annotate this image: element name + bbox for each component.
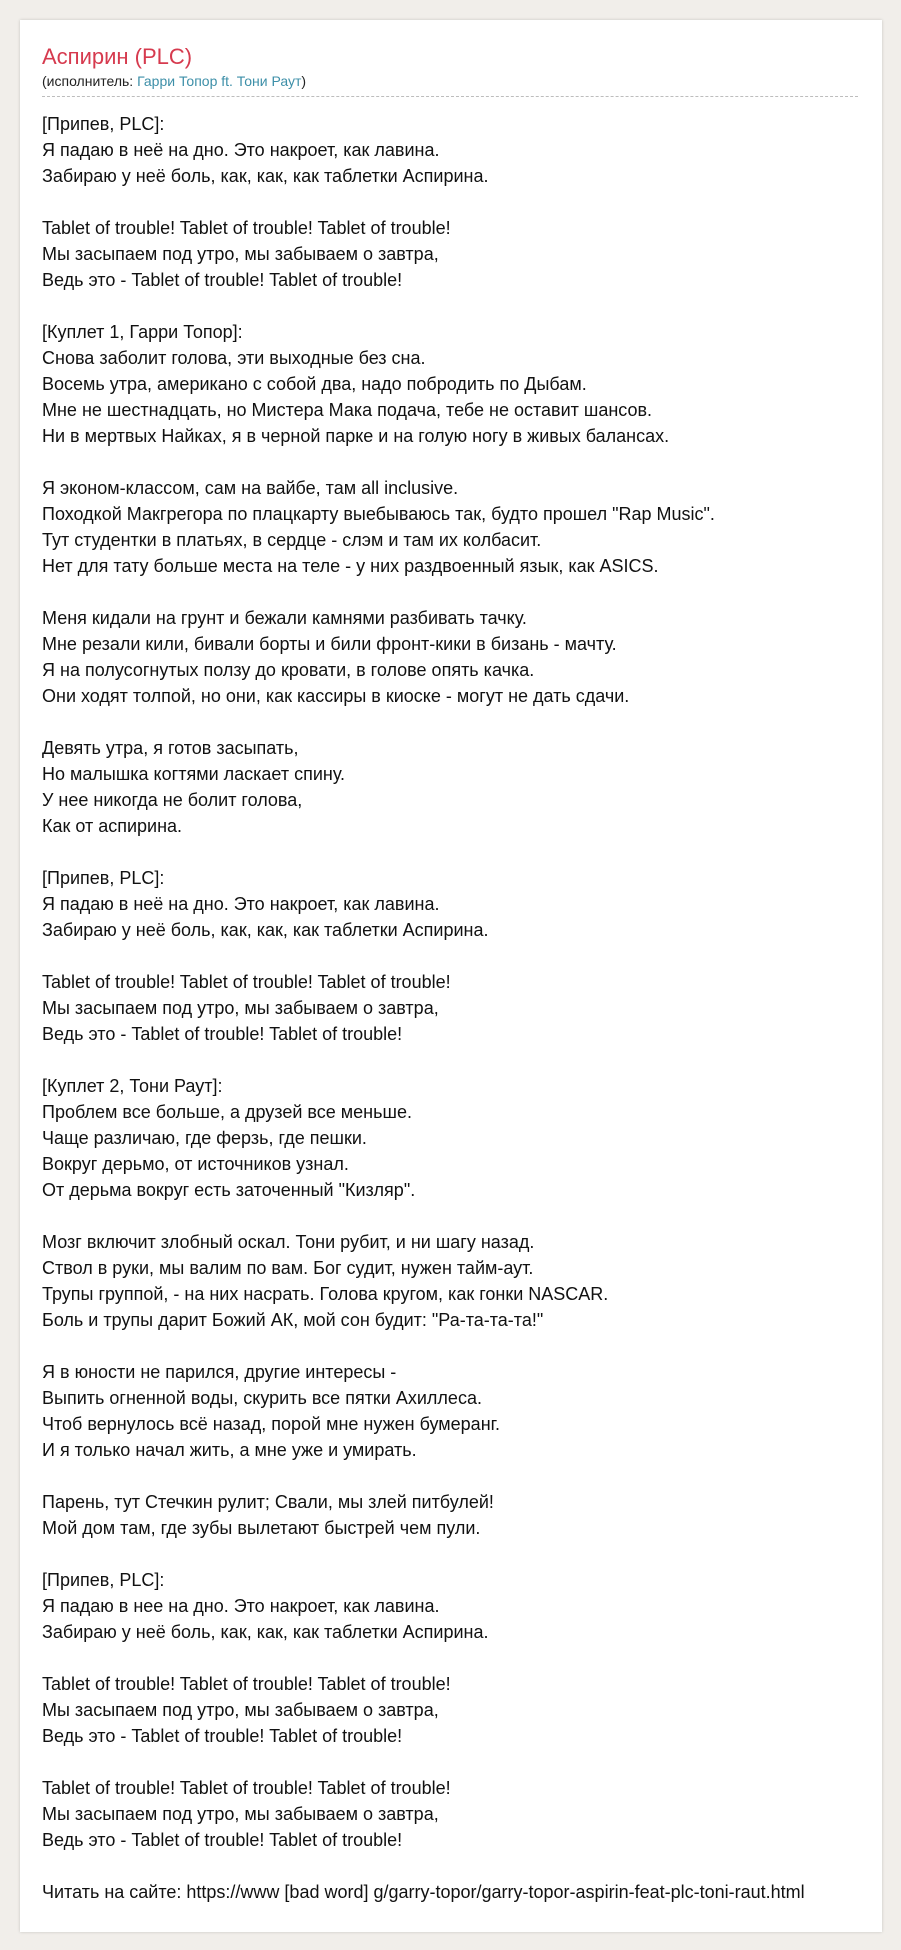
lyrics-line: Забираю у неё боль, как, как, как таблетки Аспирина.	[42, 166, 489, 186]
lyrics-line: Боль и трупы дарит Божий АК, мой сон будит: "Ра-та-та-та!"	[42, 1310, 544, 1330]
lyrics-stanza	[42, 319, 860, 449]
lyrics-line: [Куплет 2, Тони Раут]:	[42, 1076, 223, 1096]
lyrics-line: Мозг включит злобный оскал. Тони рубит, и ни шагу назад.	[42, 1232, 535, 1252]
lyrics-stanza	[42, 1775, 860, 1853]
song-title: Аспирин (PLC)	[42, 44, 193, 69]
lyrics-line: Нет для тату больше места на теле - у них раздвоенный язык, как ASICS.	[42, 556, 659, 576]
lyrics-line: Ведь это - Tablet of trouble! Tablet of trouble!	[42, 270, 403, 290]
lyrics-line: Я падаю в нее на дно. Это накроет, как лавина.	[42, 1596, 440, 1616]
lyrics-line: Забираю у неё боль, как, как, как таблетки Аспирина.	[42, 1622, 489, 1642]
lyrics-line: [Припев, PLC]:	[42, 868, 165, 888]
lyrics-line: Tablet of trouble! Tablet of trouble! Tablet of trouble!	[42, 218, 451, 238]
lyrics-line: У нее никогда не болит голова,	[42, 790, 303, 810]
lyrics-line: Мы засыпаем под утро, мы забываем о завтра,	[42, 998, 439, 1018]
lyrics-stanza	[42, 215, 860, 293]
artist-suffix: )	[301, 73, 307, 89]
lyrics-stanza	[42, 1671, 860, 1749]
lyrics-card	[20, 20, 882, 1932]
lyrics-line: Мы засыпаем под утро, мы забываем о завтра,	[42, 1700, 439, 1720]
lyrics-line: Ствол в руки, мы валим по вам. Бог судит, нужен тайм-аут.	[42, 1258, 534, 1278]
lyrics-line: Tablet of trouble! Tablet of trouble! Tablet of trouble!	[42, 1778, 451, 1798]
lyrics-line: Ведь это - Tablet of trouble! Tablet of trouble!	[42, 1726, 403, 1746]
lyrics-line: Ведь это - Tablet of trouble! Tablet of trouble!	[42, 1024, 403, 1044]
lyrics-line: Ни в мертвых Найках, я в черной парке и на голую ногу в живых балансах.	[42, 426, 670, 446]
lyrics-stanza	[42, 111, 860, 189]
lyrics-line: Tablet of trouble! Tablet of trouble! Tablet of trouble!	[42, 972, 451, 992]
lyrics-stanza	[42, 1359, 860, 1463]
lyrics-line: Вокруг дерьмо, от источников узнал.	[42, 1154, 349, 1174]
lyrics-line: Трупы группой, - на них насрать. Голова кругом, как гонки NASCAR.	[42, 1284, 609, 1304]
lyrics-line: Проблем все больше, а друзей все меньше.	[42, 1102, 412, 1122]
lyrics-line: Я на полусогнутых ползу до кровати, в голове опять качка.	[42, 660, 535, 680]
lyrics-line: Парень, тут Стечкин рулит; Свали, мы злей питбулей!	[42, 1492, 494, 1512]
lyrics-line: Выпить огненной воды, скурить все пятки Ахиллеса.	[42, 1388, 482, 1408]
lyrics-line: Мы засыпаем под утро, мы забываем о завтра,	[42, 1804, 439, 1824]
lyrics-line: [Припев, PLC]:	[42, 114, 165, 134]
lyrics-line: Мы засыпаем под утро, мы забываем о завтра,	[42, 244, 439, 264]
lyrics-line: И я только начал жить, а мне уже и умирать.	[42, 1440, 417, 1460]
artist-link[interactable]: Гарри Топор ft. Тони Раут	[137, 73, 302, 89]
lyrics-stanza	[42, 1229, 860, 1333]
lyrics-line: [Куплет 1, Гарри Топор]:	[42, 322, 243, 342]
lyrics-line: Ведь это - Tablet of trouble! Tablet of trouble!	[42, 1830, 403, 1850]
lyrics-stanza	[42, 1073, 860, 1203]
lyrics-stanza	[42, 605, 860, 709]
lyrics-line: Снова заболит голова, эти выходные без сна.	[42, 348, 426, 368]
artist-line	[42, 72, 858, 97]
lyrics-line: Чаще различаю, где ферзь, где пешки.	[42, 1128, 367, 1148]
lyrics-stanza	[42, 1489, 860, 1541]
lyrics-line: Но малышка когтями ласкает спину.	[42, 764, 346, 784]
lyrics-line: Я эконом-классом, сам на вайбе, там all inclusive.	[42, 478, 459, 498]
lyrics-stanza	[42, 969, 860, 1047]
lyrics-line: Восемь утра, американо с собой два, надо побродить по Дыбам.	[42, 374, 587, 394]
lyrics-line: Девять утра, я готов засыпать,	[42, 738, 299, 758]
lyrics-line: От дерьма вокруг есть заточенный "Кизляр".	[42, 1180, 416, 1200]
lyrics-stanza	[42, 735, 860, 839]
lyrics-line: Tablet of trouble! Tablet of trouble! Tablet of trouble!	[42, 1674, 451, 1694]
lyrics-body	[42, 111, 860, 1853]
artist-prefix: (исполнитель:	[42, 73, 138, 89]
lyrics-line: [Припев, PLC]:	[42, 1570, 165, 1590]
lyrics-line: Я падаю в неё на дно. Это накроет, как лавина.	[42, 140, 440, 160]
lyrics-line: Они ходят толпой, но они, как кассиры в киоске - могут не дать сдачи.	[42, 686, 630, 706]
lyrics-line: Мне не шестнадцать, но Мистера Мака подача, тебе не оставит шансов.	[42, 400, 653, 420]
lyrics-line: Тут студентки в платьях, в сердце - слэм и там их колбасит.	[42, 530, 542, 550]
lyrics-line: Меня кидали на грунт и бежали камнями разбивать тачку.	[42, 608, 527, 628]
lyrics-stanza	[42, 1567, 860, 1645]
lyrics-line: Чтоб вернулось всё назад, порой мне нужен бумеранг.	[42, 1414, 500, 1434]
lyrics-line: Мне резали кили, бивали борты и били фронт-кики в бизань - мачту.	[42, 634, 617, 654]
lyrics-line: Как от аспирина.	[42, 816, 183, 836]
lyrics-line: Мой дом там, где зубы вылетают быстрей чем пули.	[42, 1518, 481, 1538]
lyrics-line: Я в юности не парился, другие интересы -	[42, 1362, 397, 1382]
source-link-text: Читать на сайте: https://www [bad word] g/garry-topor/garry-topor-aspirin-feat-plc-toni-raut.html	[42, 1882, 805, 1902]
lyrics-stanza	[42, 475, 860, 579]
lyrics-line: Забираю у неё боль, как, как, как таблетки Аспирина.	[42, 920, 489, 940]
lyrics-line: Походкой Макгрегора по плацкарту выебываюсь так, будто прошел "Rap Music".	[42, 504, 715, 524]
lyrics-line: Я падаю в неё на дно. Это накроет, как лавина.	[42, 894, 440, 914]
lyrics-stanza	[42, 865, 860, 943]
